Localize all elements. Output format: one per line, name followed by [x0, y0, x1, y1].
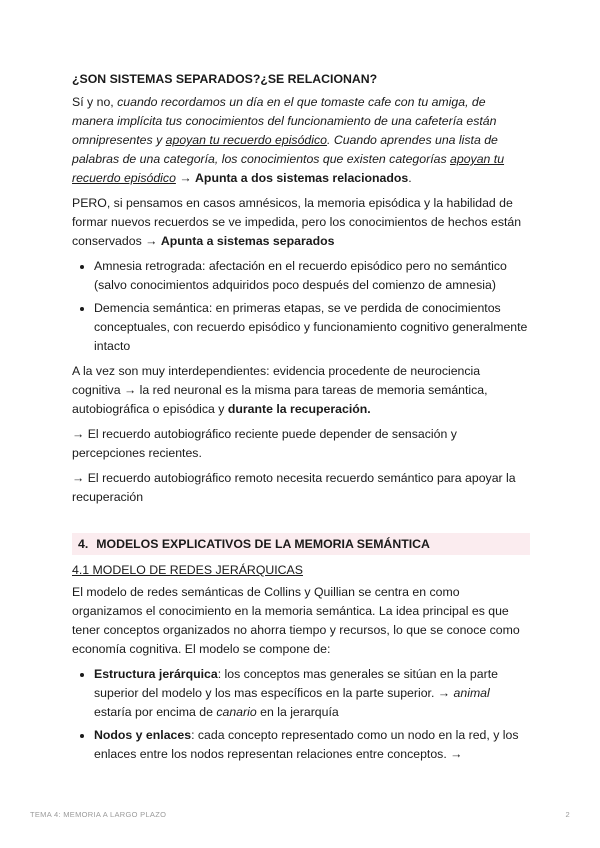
question-heading: ¿SON SISTEMAS SEPARADOS?¿SE RELACIONAN? [72, 72, 378, 86]
section-number: 4. [78, 537, 89, 551]
text-span: PERO, si pensamos en casos amnésicos, la memoria episódica y la habilidad de formar nuevos recuerdos se ve impedida, pero los conocimientos de hechos están conservados → [72, 196, 522, 248]
text-span: A la vez son muy interdependientes: evidencia procedente de neurociencia cognitiva → la red neuronal es la misma para tareas de memoria semántica, autobiográfica o episódica y [72, 364, 488, 416]
list-item [94, 665, 530, 722]
footer-title: TEMA 4: MEMORIA A LARGO PLAZO [30, 810, 167, 819]
underlined-text: apoyan tu recuerdo episódico [72, 152, 505, 185]
list-item: • Amnesia retrograda: afectación en el recuerdo episódico pero no semántico (salvo conocimientos adquiridos poco después del comienzo de amnesia) [94, 257, 530, 295]
italic-text: animal [453, 686, 490, 700]
text-span: en la jerarquía [256, 705, 339, 719]
italic-text: cuando recordamos un día en el que tomaste cafe con tu amiga, de manera implícita tus conocimientos del funcionamiento de una cafetería están omnipresentes y [72, 95, 497, 147]
document-page [72, 70, 530, 770]
text-span: Sí y no, [72, 95, 118, 109]
text-span: . [408, 171, 412, 185]
italic-text: canario [216, 705, 257, 719]
paragraph-relacion [72, 93, 530, 188]
bold-text: Apunta a sistemas separados [160, 234, 335, 248]
paragraph-reciente: → El recuerdo autobiográfico reciente puede depender de sensación y percepciones recientes. [72, 427, 457, 460]
list-item [94, 726, 530, 764]
bold-text: Apunta a dos sistemas relacionados [195, 171, 409, 185]
paragraph-interdependientes [72, 362, 530, 419]
italic-text: . Cuando aprendes una lista de palabras de una categoría, los conocimientos que existen categorías [72, 133, 498, 166]
paragraph-modelo: El modelo de redes semánticas de Collins y Quillian se centra en como organizamos el conocimiento en la memoria semántica. La idea principal es que tener conceptos organizados no ahorra tiempo y recursos, lo que se conoce como economía cognitiva. El modelo se compone de: [72, 585, 520, 656]
amnesia-list [72, 257, 530, 356]
bold-text: Nodos y enlaces [94, 728, 192, 742]
arrow-text: → [175, 171, 196, 185]
underlined-text: apoyan tu recuerdo episódico [165, 133, 327, 147]
text-span: : los conceptos mas generales se sitúan en la parte superior del modelo y los mas específicos en la parte superior. → [94, 667, 498, 700]
page-number: 2 [565, 810, 570, 819]
section-title: MODELOS EXPLICATIVOS DE LA MEMORIA SEMÁNTICA [96, 537, 430, 551]
bold-text: durante la recuperación. [227, 402, 371, 416]
list-item: • Demencia semántica: en primeras etapas, se ve perdida de conocimientos conceptuales, con recuerdo episódico y funcionamiento cognitivo generalmente intacto [94, 299, 530, 356]
paragraph-remoto: → El recuerdo autobiográfico remoto necesita recuerdo semántico para apoyar la recuperación [72, 471, 516, 504]
page-footer [30, 810, 570, 819]
section-heading [72, 533, 530, 555]
subsection-heading: 4.1 MODELO DE REDES JERÁRQUICAS [72, 563, 303, 577]
text-span: : cada concepto representado como un nodo en la red, y los enlaces entre los nodos representan relaciones entre conceptos. → [94, 728, 519, 761]
bold-text: Estructura jerárquica [94, 667, 218, 681]
paragraph-separados [72, 194, 530, 251]
text-span: estaría por encima de [94, 705, 217, 719]
model-components-list [72, 665, 530, 764]
